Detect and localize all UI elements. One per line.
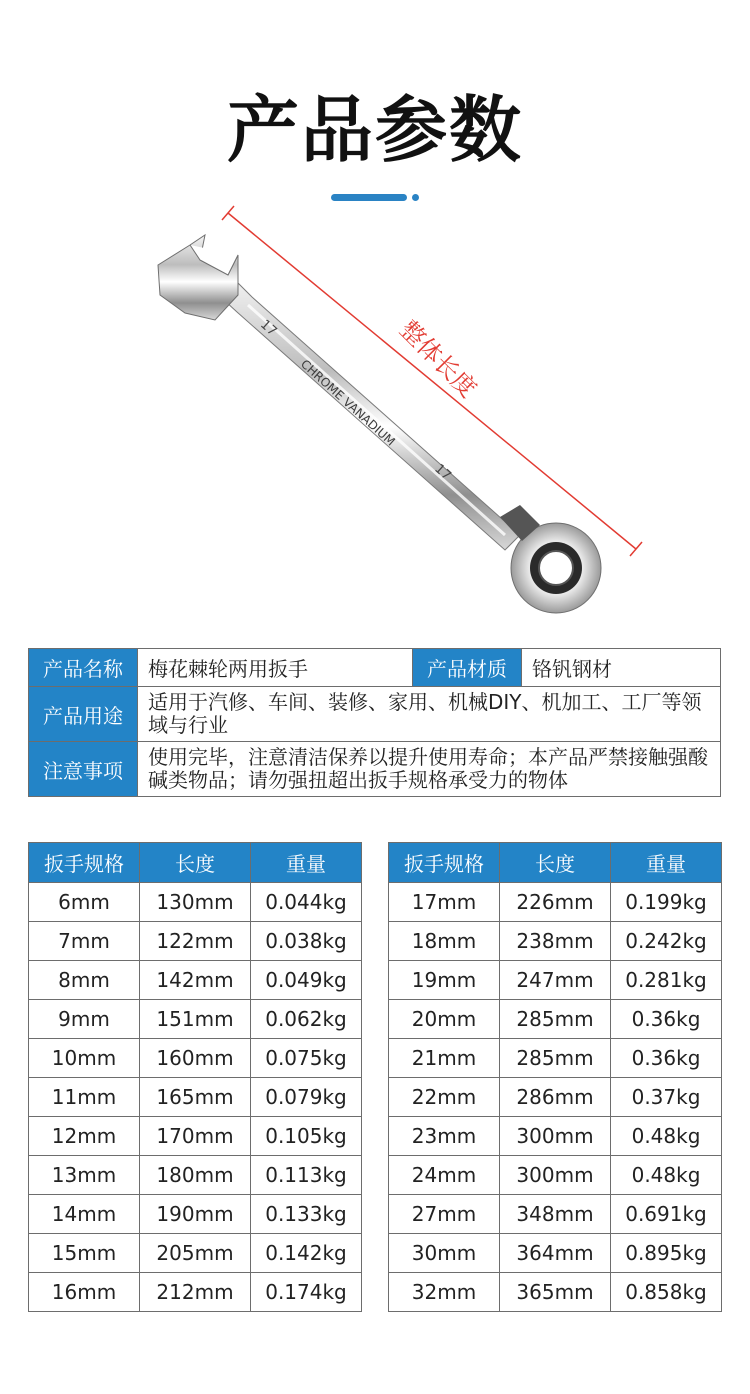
- table-row: [29, 1000, 362, 1039]
- cell-spec: 9mm: [29, 1000, 140, 1039]
- cell-spec: 6mm: [29, 883, 140, 922]
- title-underline: [331, 194, 407, 201]
- size-mark-17-a: 17: [257, 317, 280, 340]
- cell-length: 285mm: [500, 1000, 611, 1039]
- size-table-header: [389, 843, 722, 883]
- cell-length: 247mm: [500, 961, 611, 1000]
- header-weight: 重量: [251, 843, 362, 883]
- size-table-right: [388, 842, 722, 1312]
- spec-row-use: [29, 687, 721, 742]
- length-line: [222, 206, 642, 556]
- cell-length: 180mm: [140, 1156, 251, 1195]
- table-row: [29, 961, 362, 1000]
- spec-row-note: [29, 742, 721, 797]
- table-row: [389, 1156, 722, 1195]
- cell-weight: 0.113kg: [251, 1156, 362, 1195]
- table-row: [389, 1273, 722, 1312]
- cell-weight: 0.105kg: [251, 1117, 362, 1156]
- cell-length: 142mm: [140, 961, 251, 1000]
- cell-weight: 0.895kg: [611, 1234, 722, 1273]
- cell-spec: 8mm: [29, 961, 140, 1000]
- cell-spec: 13mm: [29, 1156, 140, 1195]
- table-row: [389, 1000, 722, 1039]
- cell-spec: 15mm: [29, 1234, 140, 1273]
- cell-spec: 32mm: [389, 1273, 500, 1312]
- cell-length: 238mm: [500, 922, 611, 961]
- cell-length: 122mm: [140, 922, 251, 961]
- table-row: [389, 922, 722, 961]
- spec-table: [28, 648, 721, 797]
- cell-weight: 0.48kg: [611, 1117, 722, 1156]
- cell-spec: 12mm: [29, 1117, 140, 1156]
- cell-length: 300mm: [500, 1117, 611, 1156]
- header-length: 长度: [140, 843, 251, 883]
- header-length: 长度: [500, 843, 611, 883]
- product-material-label: 产品材质: [413, 649, 522, 687]
- header-spec: 扳手规格: [29, 843, 140, 883]
- cell-length: 165mm: [140, 1078, 251, 1117]
- cell-weight: 0.242kg: [611, 922, 722, 961]
- table-row: [29, 922, 362, 961]
- cell-weight: 0.36kg: [611, 1000, 722, 1039]
- cell-weight: 0.079kg: [251, 1078, 362, 1117]
- cell-length: 212mm: [140, 1273, 251, 1312]
- cell-spec: 22mm: [389, 1078, 500, 1117]
- cell-spec: 20mm: [389, 1000, 500, 1039]
- table-row: [29, 1117, 362, 1156]
- size-table-header: [29, 843, 362, 883]
- cell-length: 285mm: [500, 1039, 611, 1078]
- wrench-illustration: [0, 205, 750, 625]
- cell-weight: 0.062kg: [251, 1000, 362, 1039]
- notes-value: 使用完毕，注意清洁保养以提升使用寿命；本产品严禁接触强酸碱类物品；请勿强扭超出扳手规格承受力的物体: [138, 742, 721, 797]
- cell-length: 300mm: [500, 1156, 611, 1195]
- table-row: [29, 1273, 362, 1312]
- table-row: [29, 1156, 362, 1195]
- cell-weight: 0.37kg: [611, 1078, 722, 1117]
- table-row: [389, 961, 722, 1000]
- cell-weight: 0.133kg: [251, 1195, 362, 1234]
- engraving-text: CHROME VANADIUM: [297, 356, 398, 449]
- cell-spec: 19mm: [389, 961, 500, 1000]
- table-row: [29, 1078, 362, 1117]
- cell-weight: 0.075kg: [251, 1039, 362, 1078]
- cell-spec: 24mm: [389, 1156, 500, 1195]
- product-material-value: 铬钒钢材: [522, 649, 721, 687]
- spec-row-name: [29, 649, 721, 687]
- product-name-label: 产品名称: [29, 649, 138, 687]
- cell-weight: 0.48kg: [611, 1156, 722, 1195]
- cell-length: 205mm: [140, 1234, 251, 1273]
- cell-spec: 27mm: [389, 1195, 500, 1234]
- cell-weight: 0.038kg: [251, 922, 362, 961]
- overall-length-label: 整体长度: [394, 315, 483, 404]
- cell-spec: 18mm: [389, 922, 500, 961]
- cell-length: 364mm: [500, 1234, 611, 1273]
- notes-label: 注意事项: [29, 742, 138, 797]
- cell-weight: 0.691kg: [611, 1195, 722, 1234]
- table-row: [389, 883, 722, 922]
- cell-length: 190mm: [140, 1195, 251, 1234]
- table-row: [389, 1117, 722, 1156]
- table-row: [29, 1234, 362, 1273]
- cell-length: 365mm: [500, 1273, 611, 1312]
- table-row: [29, 883, 362, 922]
- cell-length: 348mm: [500, 1195, 611, 1234]
- cell-weight: 0.36kg: [611, 1039, 722, 1078]
- size-mark-17-b: 17: [431, 461, 454, 484]
- cell-weight: 0.281kg: [611, 961, 722, 1000]
- header-weight: 重量: [611, 843, 722, 883]
- cell-spec: 11mm: [29, 1078, 140, 1117]
- cell-weight: 0.174kg: [251, 1273, 362, 1312]
- product-use-value: 适用于汽修、车间、装修、家用、机械DIY、机加工、工厂等领域与行业: [138, 687, 721, 742]
- header-spec: 扳手规格: [389, 843, 500, 883]
- table-row: [29, 1039, 362, 1078]
- cell-weight: 0.049kg: [251, 961, 362, 1000]
- cell-spec: 21mm: [389, 1039, 500, 1078]
- cell-weight: 0.044kg: [251, 883, 362, 922]
- cell-length: 226mm: [500, 883, 611, 922]
- product-use-label: 产品用途: [29, 687, 138, 742]
- title-underline-dot: [412, 194, 419, 201]
- cell-length: 130mm: [140, 883, 251, 922]
- cell-spec: 10mm: [29, 1039, 140, 1078]
- cell-length: 151mm: [140, 1000, 251, 1039]
- cell-spec: 23mm: [389, 1117, 500, 1156]
- cell-spec: 17mm: [389, 883, 500, 922]
- table-row: [389, 1195, 722, 1234]
- cell-length: 286mm: [500, 1078, 611, 1117]
- cell-spec: 30mm: [389, 1234, 500, 1273]
- table-row: [29, 1195, 362, 1234]
- cell-length: 170mm: [140, 1117, 251, 1156]
- table-row: [389, 1039, 722, 1078]
- table-row: [389, 1234, 722, 1273]
- cell-weight: 0.142kg: [251, 1234, 362, 1273]
- product-name-value: 梅花棘轮两用扳手: [138, 649, 413, 687]
- cell-spec: 16mm: [29, 1273, 140, 1312]
- size-table-left: [28, 842, 362, 1312]
- table-row: [389, 1078, 722, 1117]
- cell-length: 160mm: [140, 1039, 251, 1078]
- cell-spec: 7mm: [29, 922, 140, 961]
- product-image: [0, 205, 750, 625]
- cell-weight: 0.199kg: [611, 883, 722, 922]
- cell-spec: 14mm: [29, 1195, 140, 1234]
- cell-weight: 0.858kg: [611, 1273, 722, 1312]
- page-title: 产品参数: [226, 88, 523, 172]
